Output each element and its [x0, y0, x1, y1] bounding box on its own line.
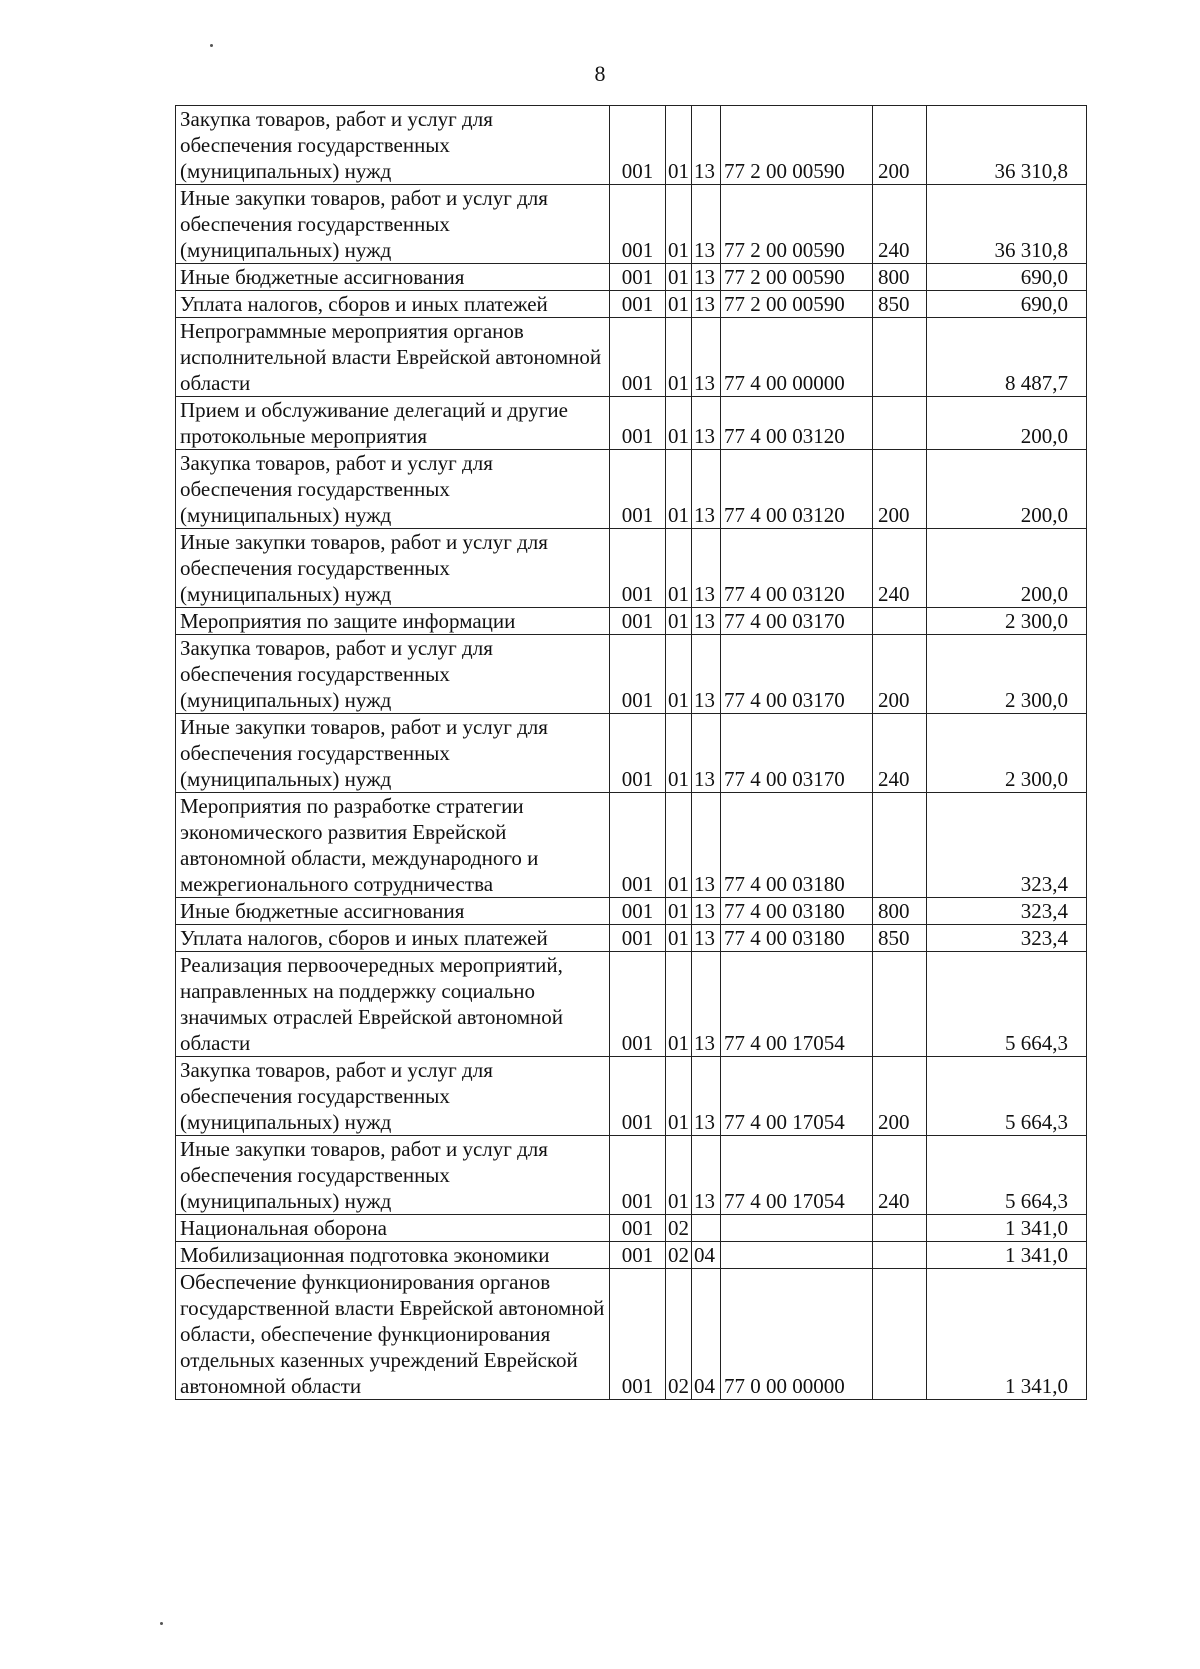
amount-cell: 1 341,0	[927, 1269, 1087, 1400]
glav-code-cell: 001	[610, 925, 666, 952]
target-article-cell: 77 0 00 00000	[721, 1269, 873, 1400]
glav-code-cell: 001	[610, 106, 666, 185]
budget-table	[175, 105, 1087, 1400]
expense-type-cell	[873, 952, 927, 1057]
expense-name-cell: Непрограммные мероприятия органов исполнительной власти Еврейской автономной области	[176, 318, 610, 397]
expense-type-cell	[873, 1242, 927, 1269]
glav-code-cell: 001	[610, 952, 666, 1057]
expense-type-cell	[873, 1269, 927, 1400]
table-row	[176, 1242, 1087, 1269]
scan-speck	[160, 1622, 163, 1625]
amount-cell: 5 664,3	[927, 1057, 1087, 1136]
section-code-cell: 02	[666, 1215, 692, 1242]
target-article-cell: 77 2 00 00590	[721, 106, 873, 185]
amount-cell: 5 664,3	[927, 952, 1087, 1057]
target-article-cell: 77 4 00 03170	[721, 714, 873, 793]
section-code-cell: 01	[666, 898, 692, 925]
glav-code-cell: 001	[610, 291, 666, 318]
glav-code-cell: 001	[610, 635, 666, 714]
expense-name-cell: Иные закупки товаров, работ и услуг для обеспечения государственных (муниципальных) нужд	[176, 714, 610, 793]
expense-name-cell: Уплата налогов, сборов и иных платежей	[176, 925, 610, 952]
glav-code-cell: 001	[610, 793, 666, 898]
glav-code-cell: 001	[610, 714, 666, 793]
expense-type-cell: 240	[873, 529, 927, 608]
glav-code-cell: 001	[610, 1242, 666, 1269]
subsection-code-cell: 13	[692, 898, 721, 925]
target-article-cell: 77 2 00 00590	[721, 264, 873, 291]
table-row	[176, 1136, 1087, 1215]
target-article-cell: 77 4 00 03170	[721, 635, 873, 714]
target-article-cell: 77 4 00 03120	[721, 450, 873, 529]
target-article-cell: 77 4 00 03120	[721, 397, 873, 450]
section-code-cell: 01	[666, 185, 692, 264]
table-row	[176, 264, 1087, 291]
target-article-cell: 77 2 00 00590	[721, 291, 873, 318]
section-code-cell: 01	[666, 714, 692, 793]
table-body	[176, 106, 1087, 1400]
expense-name-cell: Мероприятия по разработке стратегии экономического развития Еврейской автономной области, международного и межрегионального сотрудничества	[176, 793, 610, 898]
expense-name-cell: Закупка товаров, работ и услуг для обеспечения государственных (муниципальных) нужд	[176, 635, 610, 714]
expense-type-cell	[873, 608, 927, 635]
expense-name-cell: Иные бюджетные ассигнования	[176, 264, 610, 291]
glav-code-cell: 001	[610, 898, 666, 925]
glav-code-cell: 001	[610, 1136, 666, 1215]
amount-cell: 323,4	[927, 898, 1087, 925]
amount-cell: 5 664,3	[927, 1136, 1087, 1215]
amount-cell: 2 300,0	[927, 608, 1087, 635]
table-row	[176, 793, 1087, 898]
table-row	[176, 1215, 1087, 1242]
amount-cell: 323,4	[927, 793, 1087, 898]
subsection-code-cell: 13	[692, 793, 721, 898]
subsection-code-cell: 13	[692, 450, 721, 529]
section-code-cell: 01	[666, 635, 692, 714]
expense-type-cell: 200	[873, 106, 927, 185]
table-row	[176, 608, 1087, 635]
glav-code-cell: 001	[610, 318, 666, 397]
subsection-code-cell	[692, 1215, 721, 1242]
subsection-code-cell: 13	[692, 952, 721, 1057]
subsection-code-cell: 13	[692, 1057, 721, 1136]
target-article-cell	[721, 1242, 873, 1269]
section-code-cell: 01	[666, 1057, 692, 1136]
subsection-code-cell: 13	[692, 529, 721, 608]
glav-code-cell: 001	[610, 450, 666, 529]
target-article-cell: 77 4 00 17054	[721, 1057, 873, 1136]
table-row	[176, 925, 1087, 952]
expense-name-cell: Иные закупки товаров, работ и услуг для обеспечения государственных (муниципальных) нужд	[176, 1136, 610, 1215]
expense-type-cell	[873, 397, 927, 450]
expense-type-cell: 850	[873, 291, 927, 318]
amount-cell: 36 310,8	[927, 106, 1087, 185]
table-row	[176, 952, 1087, 1057]
glav-code-cell: 001	[610, 264, 666, 291]
glav-code-cell: 001	[610, 1057, 666, 1136]
expense-type-cell: 240	[873, 714, 927, 793]
table-row	[176, 714, 1087, 793]
section-code-cell: 01	[666, 291, 692, 318]
target-article-cell	[721, 1215, 873, 1242]
subsection-code-cell: 13	[692, 397, 721, 450]
expense-type-cell: 240	[873, 185, 927, 264]
section-code-cell: 02	[666, 1269, 692, 1400]
subsection-code-cell: 04	[692, 1269, 721, 1400]
expense-type-cell	[873, 793, 927, 898]
amount-cell: 200,0	[927, 397, 1087, 450]
scan-speck	[210, 44, 213, 47]
section-code-cell: 01	[666, 318, 692, 397]
target-article-cell: 77 4 00 17054	[721, 952, 873, 1057]
page-number: 8	[594, 61, 606, 86]
table-row	[176, 1269, 1087, 1400]
section-code-cell: 01	[666, 608, 692, 635]
target-article-cell: 77 4 00 17054	[721, 1136, 873, 1215]
glav-code-cell: 001	[610, 185, 666, 264]
expense-name-cell: Мероприятия по защите информации	[176, 608, 610, 635]
target-article-cell: 77 4 00 03180	[721, 793, 873, 898]
amount-cell: 690,0	[927, 291, 1087, 318]
table-row	[176, 1057, 1087, 1136]
subsection-code-cell: 13	[692, 925, 721, 952]
table-row	[176, 397, 1087, 450]
expense-type-cell: 200	[873, 635, 927, 714]
expense-name-cell: Закупка товаров, работ и услуг для обеспечения государственных (муниципальных) нужд	[176, 1057, 610, 1136]
amount-cell: 2 300,0	[927, 714, 1087, 793]
table-row	[176, 450, 1087, 529]
section-code-cell: 01	[666, 106, 692, 185]
amount-cell: 200,0	[927, 529, 1087, 608]
amount-cell: 2 300,0	[927, 635, 1087, 714]
expense-name-cell: Реализация первоочередных мероприятий, направленных на поддержку социально значимых отраслей Еврейской автономной области	[176, 952, 610, 1057]
section-code-cell: 01	[666, 264, 692, 291]
subsection-code-cell: 13	[692, 106, 721, 185]
subsection-code-cell: 13	[692, 264, 721, 291]
amount-cell: 323,4	[927, 925, 1087, 952]
section-code-cell: 01	[666, 925, 692, 952]
subsection-code-cell: 13	[692, 1136, 721, 1215]
subsection-code-cell: 13	[692, 714, 721, 793]
expense-type-cell	[873, 1215, 927, 1242]
expense-type-cell: 240	[873, 1136, 927, 1215]
subsection-code-cell: 13	[692, 608, 721, 635]
target-article-cell: 77 4 00 03120	[721, 529, 873, 608]
amount-cell: 200,0	[927, 450, 1087, 529]
expense-name-cell: Уплата налогов, сборов и иных платежей	[176, 291, 610, 318]
subsection-code-cell: 04	[692, 1242, 721, 1269]
glav-code-cell: 001	[610, 1215, 666, 1242]
expense-type-cell: 200	[873, 450, 927, 529]
section-code-cell: 01	[666, 793, 692, 898]
target-article-cell: 77 2 00 00590	[721, 185, 873, 264]
target-article-cell: 77 4 00 00000	[721, 318, 873, 397]
table-row	[176, 318, 1087, 397]
expense-name-cell: Закупка товаров, работ и услуг для обеспечения государственных (муниципальных) нужд	[176, 106, 610, 185]
expense-name-cell: Иные бюджетные ассигнования	[176, 898, 610, 925]
amount-cell: 8 487,7	[927, 318, 1087, 397]
section-code-cell: 01	[666, 529, 692, 608]
glav-code-cell: 001	[610, 397, 666, 450]
section-code-cell: 01	[666, 397, 692, 450]
expense-name-cell: Мобилизационная подготовка экономики	[176, 1242, 610, 1269]
table-row	[176, 106, 1087, 185]
amount-cell: 1 341,0	[927, 1242, 1087, 1269]
table-row	[176, 898, 1087, 925]
subsection-code-cell: 13	[692, 318, 721, 397]
subsection-code-cell: 13	[692, 185, 721, 264]
glav-code-cell: 001	[610, 529, 666, 608]
expense-type-cell: 800	[873, 264, 927, 291]
expense-name-cell: Закупка товаров, работ и услуг для обеспечения государственных (муниципальных) нужд	[176, 450, 610, 529]
amount-cell: 690,0	[927, 264, 1087, 291]
amount-cell: 1 341,0	[927, 1215, 1087, 1242]
expense-type-cell	[873, 318, 927, 397]
target-article-cell: 77 4 00 03170	[721, 608, 873, 635]
expense-name-cell: Иные закупки товаров, работ и услуг для обеспечения государственных (муниципальных) нужд	[176, 185, 610, 264]
section-code-cell: 01	[666, 450, 692, 529]
expense-type-cell: 200	[873, 1057, 927, 1136]
expense-name-cell: Иные закупки товаров, работ и услуг для обеспечения государственных (муниципальных) нужд	[176, 529, 610, 608]
expense-type-cell: 800	[873, 898, 927, 925]
table-row	[176, 529, 1087, 608]
glav-code-cell: 001	[610, 1269, 666, 1400]
subsection-code-cell: 13	[692, 635, 721, 714]
section-code-cell: 02	[666, 1242, 692, 1269]
expense-name-cell: Национальная оборона	[176, 1215, 610, 1242]
subsection-code-cell: 13	[692, 291, 721, 318]
table-row	[176, 291, 1087, 318]
expense-name-cell: Прием и обслуживание делегаций и другие протокольные мероприятия	[176, 397, 610, 450]
amount-cell: 36 310,8	[927, 185, 1087, 264]
target-article-cell: 77 4 00 03180	[721, 898, 873, 925]
section-code-cell: 01	[666, 1136, 692, 1215]
table-row	[176, 185, 1087, 264]
expense-name-cell: Обеспечение функционирования органов государственной власти Еврейской автономной области, обеспечение функционирования отдельных казенных учреждений Еврейской автономной области	[176, 1269, 610, 1400]
expense-type-cell: 850	[873, 925, 927, 952]
table-row	[176, 635, 1087, 714]
glav-code-cell: 001	[610, 608, 666, 635]
section-code-cell: 01	[666, 952, 692, 1057]
target-article-cell: 77 4 00 03180	[721, 925, 873, 952]
